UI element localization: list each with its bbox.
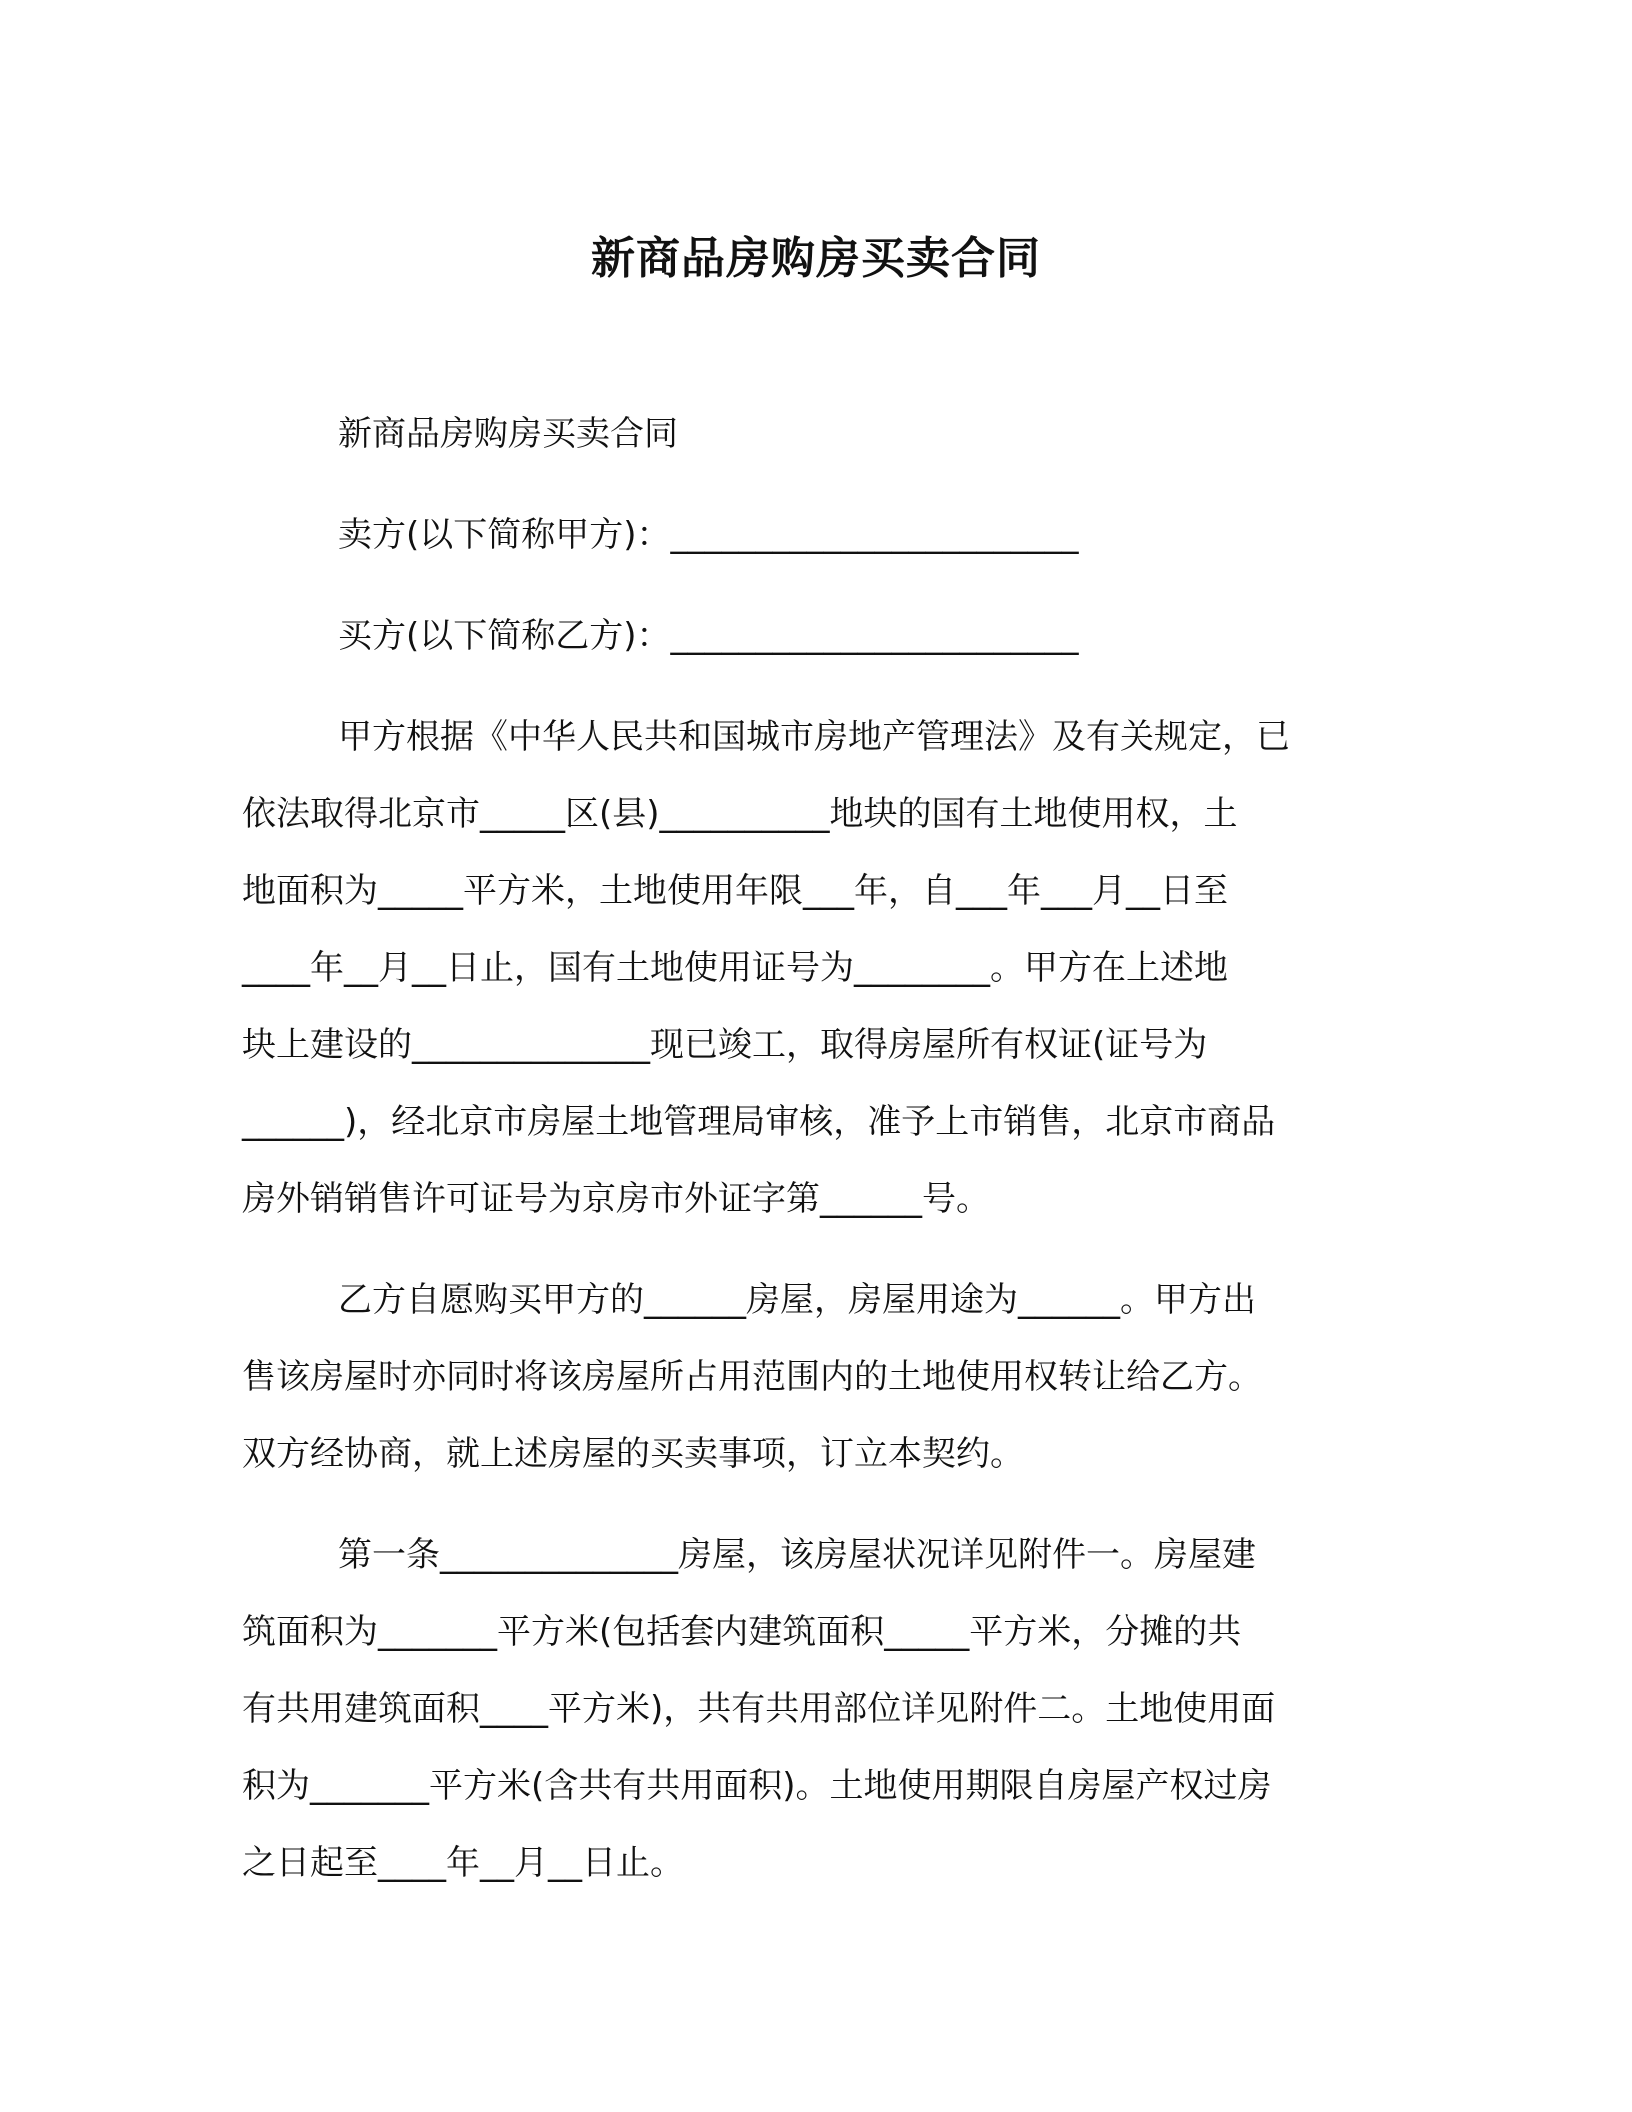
paragraph-1-line: 块上建设的______________现已竣工，取得房屋所有权证(证号为 — [242, 1025, 1208, 1065]
paragraph-1-line: 依法取得北京市_____区(县)__________地块的国有土地使用权，土 — [242, 794, 1238, 834]
paragraph-3-line: 积为_______平方米(含共有共用面积)。土地使用期限自房屋产权过房 — [242, 1766, 1272, 1806]
buyer-line: 买方(以下简称乙方)：________________________ — [338, 616, 1079, 656]
paragraph-2-line: 售该房屋时亦同时将该房屋所占用范围内的土地使用权转让给乙方。 — [242, 1357, 1262, 1397]
paragraph-2 — [242, 1262, 1388, 1493]
paragraph-3-line: 筑面积为_______平方米(包括套内建筑面积_____平方米，分摊的共 — [242, 1612, 1242, 1652]
paragraph-1-line: ____年__月__日止，国有土地使用证号为________。甲方在上述地 — [242, 948, 1228, 988]
paragraph-2-line: 乙方自愿购买甲方的______房屋，房屋用途为______。甲方出 — [338, 1280, 1256, 1320]
paragraph-1-line: 房外销销售许可证号为京房市外证字第______号。 — [242, 1179, 990, 1219]
paragraph-2-line: 双方经协商，就上述房屋的买卖事项，订立本契约。 — [242, 1434, 1024, 1474]
document-title: 新商品房购房买卖合同 — [591, 233, 1041, 284]
paragraph-3-line: 第一条______________房屋，该房屋状况详见附件一。房屋建 — [338, 1535, 1256, 1575]
paragraph-1 — [242, 699, 1388, 1238]
paragraph-3 — [242, 1517, 1388, 1902]
heading-repeat: 新商品房购房买卖合同 — [338, 414, 678, 454]
paragraph-1-line: 地面积为_____平方米，土地使用年限___年，自___年___月__日至 — [242, 871, 1228, 911]
paragraph-3-line: 有共用建筑面积____平方米)，共有共用部位详见附件二。土地使用面 — [242, 1689, 1276, 1729]
paragraph-1-line: 甲方根据《中华人民共和国城市房地产管理法》及有关规定，已 — [338, 717, 1290, 757]
seller-line: 卖方(以下简称甲方)：________________________ — [338, 515, 1079, 555]
paragraph-3-line: 之日起至____年__月__日止。 — [242, 1843, 684, 1883]
paragraph-1-line: ______)，经北京市房屋土地管理局审核，准予上市销售，北京市商品 — [242, 1102, 1276, 1142]
document-body — [242, 396, 1388, 1902]
